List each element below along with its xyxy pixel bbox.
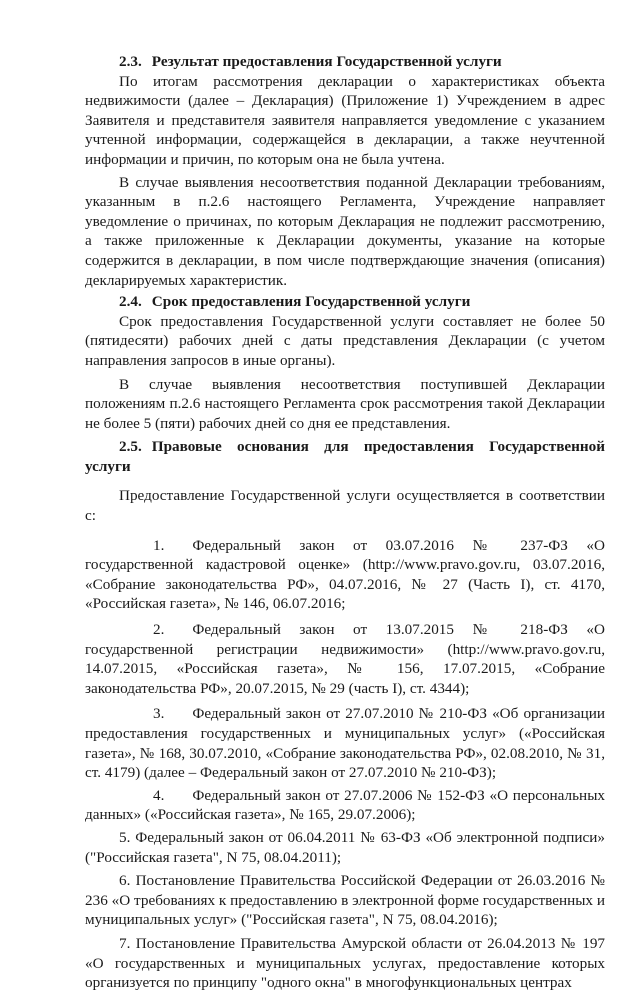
list-item-text: Федеральный закон от 03.07.2016 № 237-ФЗ «О государственной кадастровой оценке» (http://www.pravo.gov.ru, 03.07.2016, «Собрание законодательства РФ», 04.07.2016, № 27 (Часть I), ст. 4170, «Российская газета», № 146, 06.07.2016; [85,536,605,613]
section-title: Правовые основания для предоставления Государственной услуги [85,438,605,475]
paragraph: В случае выявления несоответствия поступившей Декларации положениям п.2.6 настоящего Регламента срок рассмотрения такой Декларации не более 5 (пяти) рабочих дней со дня ее представления. [85,375,605,432]
paragraph-intro: Предоставление Государственной услуги осуществляется в соответствии с: [85,487,605,525]
list-item-text: Постановление Правительства Амурской области от 26.04.2013 № 197 «О государственных и муниципальных услугах, предоставление которых организуется по принципу "одного окна" в многофункциональных центрах [85,934,606,992]
list-item-number: 1. [153,536,165,554]
section-title: Результат предоставления Государственной услуги [151,53,502,70]
list-item-text: Федеральный закон от 27.07.2006 № 152-ФЗ «О персональных данных» («Российская газета», № 165, 29.07.2006); [85,786,605,824]
list-item-number: 3. [153,705,165,723]
list-item [85,934,605,993]
paragraph: Срок предоставления Государственной услуги составляет не более 50 (пятидесяти) рабочих дней с даты представления Декларации (с учетом направления запросов в иные органы). [85,312,605,369]
list-item-number: 4. [153,786,165,804]
section-number: 2.4. [119,293,142,311]
section-number: 2.5. [119,438,142,456]
list-item [85,786,605,825]
list-item [85,828,605,867]
section-heading-2-5 [85,437,605,476]
paragraph: В случае выявления несоответствия поданной Декларации требованиям, указанным в п.2.6 настоящего Регламента, Учреждение направляет уведомление о причинах, по которым Декларация не подлежит рассмотрению, а также приложенные к Декларации документы, указание на которые содержится в декларации, в пом числе подтверждающие значения (описания) декларируемых характеристик. [85,173,605,289]
section-heading-2-3 [85,52,605,72]
list-item-number: 7. [119,934,131,952]
list-item-text: Федеральный закон от 06.04.2011 № 63-ФЗ «Об электронной подписи» ("Российская газета", N 75, 08.04.2011); [85,828,605,866]
list-item [85,536,605,614]
list-item-text: Федеральный закон от 27.07.2010 № 210-ФЗ «Об организации предоставления государственных и муниципальных услуг» («Российская газета», № 168, 30.07.2010, «Собрание законодательства РФ», 02.08.2010, № 31, ст. 4179) (далее – Федеральный закон от 27.07.2010 № 210-ФЗ); [85,705,605,782]
list-item [85,871,605,930]
list-item [85,704,605,782]
section-title: Срок предоставления Государственной услуги [151,293,471,311]
list-item-text: Постановление Правительства Российской Федерации от 26.03.2016 № 236 «О требованиях к предоставлению в электронной форме государственных и муниципальных услуг» ("Российская газета", N 75, 08.04.2016); [85,872,606,929]
list-item-number: 5. [119,828,131,846]
document-body [85,52,605,993]
list-item-number: 2. [153,621,165,639]
list-item-text: Федеральный закон от 13.07.2015 № 218-ФЗ «О государственной регистрации недвижимости» (http://www.pravo.gov.ru, 14.07.2015, «Российская газета», № 156, 17.07.2015, «Собрание законодательства РФ», 20.07.2015, № 29 (часть I), ст. 4344); [85,621,605,697]
section-heading-2-4 [85,292,605,312]
paragraph: По итогам рассмотрения декларации о характеристиках объекта недвижимости (далее – Декларация) (Приложение 1) Учреждением в адрес Заявителя и представителя заявителя направляется уведомление с указанием учтенной информации, содержащейся в декларации, а также неучтенной информации и причин, по которым она не была учтена. [85,72,605,168]
list-item [85,620,605,698]
section-number: 2.3. [119,53,142,70]
list-item-number: 6. [119,872,131,890]
